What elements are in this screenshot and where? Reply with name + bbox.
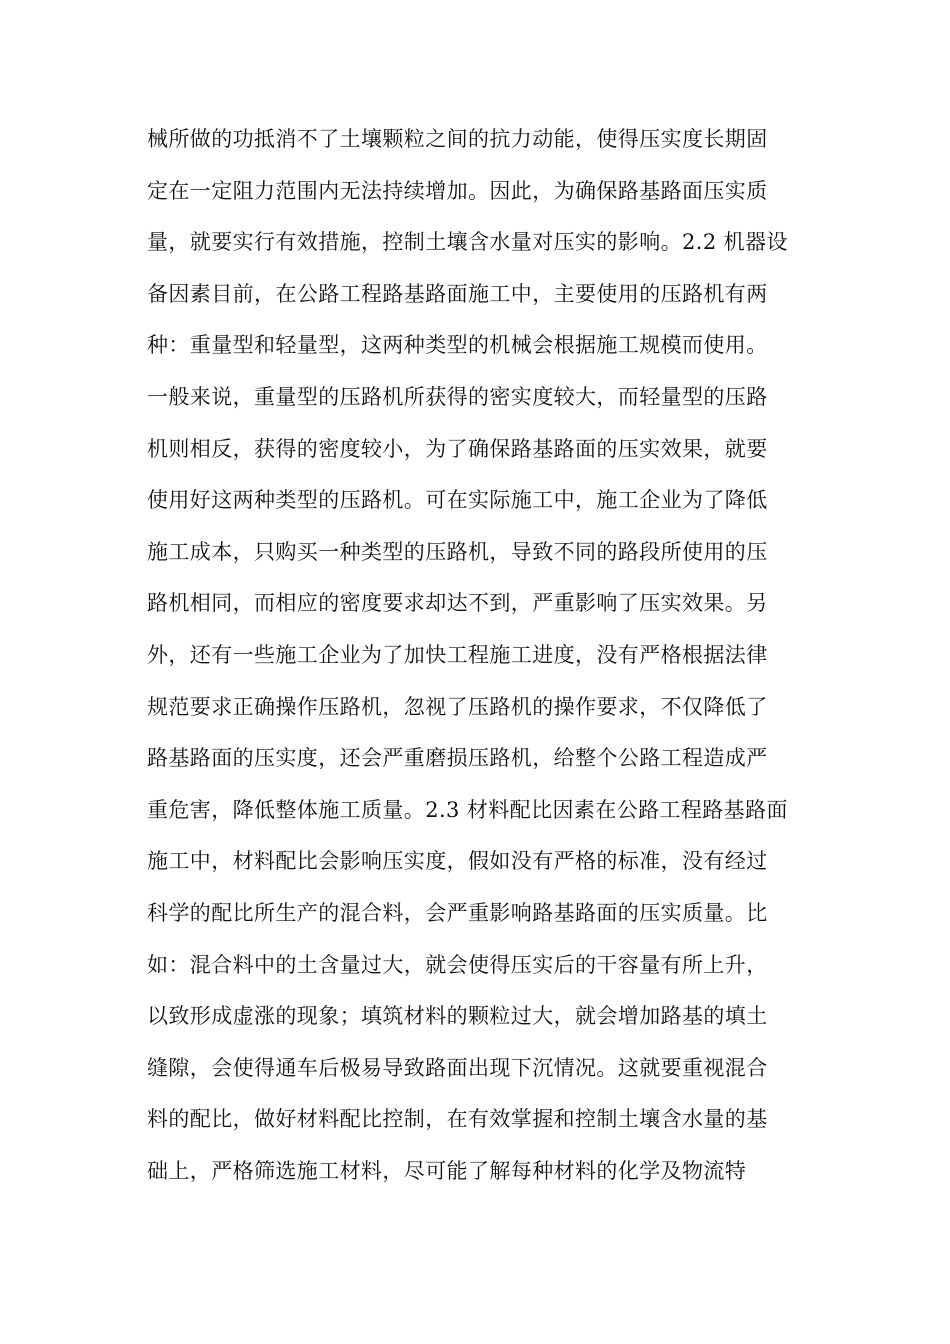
text-line: 量，就要实行有效措施，控制土壤含水量对压实的影响。2.2 机器设 [147,230,788,255]
text-line: 外，还有一些施工企业为了加快工程施工进度，没有严格根据法律 [147,642,768,667]
text-line: 础上，严格筛选施工材料，尽可能了解每种材料的化学及物流特 [147,1158,747,1183]
text-line: 缝隙，会使得通车后极易导致路面出现下沉情况。这就要重视混合 [147,1055,768,1080]
text-line: 以致形成虚涨的现象；填筑材料的颗粒过大，就会增加路基的填土 [147,1004,768,1029]
text-line: 备因素目前，在公路工程路基路面施工中，主要使用的压路机有两 [147,281,768,306]
text-line: 路基路面的压实度，还会严重磨损压路机，给整个公路工程造成严 [147,746,768,771]
text-line: 使用好这两种类型的压路机。可在实际施工中，施工企业为了降低 [147,488,768,513]
text-line: 路机相同，而相应的密度要求却达不到，严重影响了压实效果。另 [147,591,768,616]
text-line: 重危害，降低整体施工质量。2.3 材料配比因素在公路工程路基路面 [147,797,788,822]
text-line: 械所做的功抵消不了土壤颗粒之间的抗力动能，使得压实度长期固 [147,127,768,151]
text-line: 施工成本，只购买一种类型的压路机，导致不同的路段所使用的压 [147,539,768,564]
body-paragraph [147,114,817,1197]
text-line: 料的配比，做好材料配比控制，在有效掌握和控制土壤含水量的基 [147,1107,768,1132]
text-line: 定在一定阻力范围内无法持续增加。因此，为确保路基路面压实质 [147,178,768,203]
text-line: 机则相反，获得的密度较小，为了确保路基路面的压实效果，就要 [147,436,768,461]
text-line: 如：混合料中的土含量过大，就会使得压实后的干容量有所上升， [147,952,768,977]
text-line: 科学的配比所生产的混合料，会严重影响路基路面的压实质量。比 [147,900,768,925]
text-line: 规范要求正确操作压路机，忽视了压路机的操作要求，不仅降低了 [147,694,768,719]
text-line: 一般来说，重量型的压路机所获得的密实度较大，而轻量型的压路 [147,384,768,409]
text-line: 施工中，材料配比会影响压实度，假如没有严格的标准，没有经过 [147,849,768,874]
text-line: 种：重量型和轻量型，这两种类型的机械会根据施工规模而使用。 [147,333,768,358]
